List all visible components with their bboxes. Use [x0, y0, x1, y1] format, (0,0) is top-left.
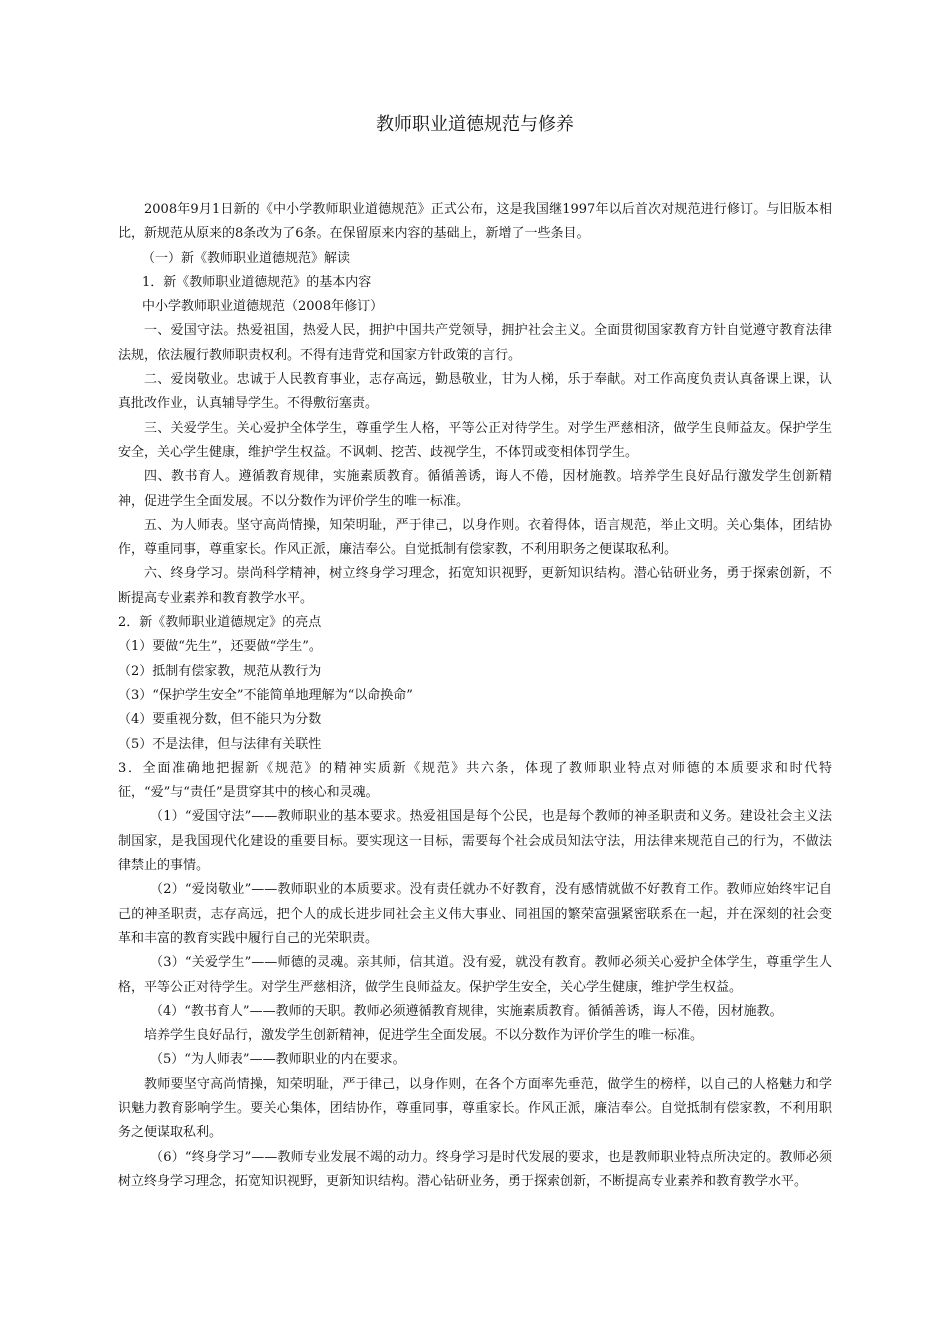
highlight-5: （5）不是法律，但与法律有关联性	[118, 736, 322, 752]
paragraph-intro: 2008年9月1日新的《中小学教师职业道德规范》正式公布，这是我国继1997年以后首次对规范进行修订。与旧版本相比，新规范从原来的8条改为了6条。在保留原来内容的基础上，新增了一些条目。	[118, 202, 832, 242]
essence-5: （5）“为人师表”——教师职业的内在要求。	[150, 1052, 406, 1068]
highlight-3: （3）“保护学生安全”不能简单地理解为“以命换命”	[118, 687, 413, 703]
essence-4: （4）“教书育人”——教师的天职。教师必须遵循教育规律，实施素质教育。循循善诱，诲人不倦，因材施教。	[150, 1003, 783, 1019]
essence-6: （6）“终身学习”——教师专业发展不竭的动力。终身学习是时代发展的要求，也是教师职业特点所决定的。教师必须树立终身学习理念，拓宽知识视野，更新知识结构。潜心钻研业务，勇于探索创新，不断提高专业素养和教育教学水平。	[118, 1149, 832, 1189]
document-title: 教师职业道德规范与修养	[376, 114, 574, 135]
highlight-2: （2）抵制有偿家教，规范从教行为	[118, 663, 322, 679]
section-heading-1: （一）新《教师职业道德规范》解读	[142, 250, 351, 266]
article-6: 六、终身学习。崇尚科学精神，树立终身学习理念，拓宽知识视野，更新知识结构。潜心钻研业务，勇于探索创新，不断提高专业素养和教育教学水平。	[118, 566, 832, 606]
essence-5-body: 教师要坚守高尚情操，知荣明耻，严于律己，以身作则，在各个方面率先垂范，做学生的榜样，以自己的人格魅力和学识魅力教育影响学生。要关心集体，团结协作，尊重同事，尊重家长。作风正派，廉洁奉公。自觉抵制有偿家教，不利用职务之便谋取私利。	[118, 1076, 832, 1141]
highlight-4: （4）要重视分数，但不能只为分数	[118, 712, 322, 728]
article-3: 三、关爱学生。关心爱护全体学生，尊重学生人格，平等公正对待学生。对学生严慈相济，做学生良师益友。保护学生安全，关心学生健康，维护学生权益。不讽刺、挖苦、歧视学生，不体罚或变相体罚学生。	[118, 420, 832, 460]
article-1: 一、爱国守法。热爱祖国，热爱人民，拥护中国共产党领导，拥护社会主义。全面贯彻国家教育方针自觉遵守教育法律法规，依法履行教师职责权利。不得有违背党和国家方针政策的言行。	[118, 323, 832, 363]
essence-4-continued: 培养学生良好品行，激发学生创新精神，促进学生全面发展。不以分数作为评价学生的唯一标准。	[144, 1028, 704, 1044]
article-5: 五、为人师表。坚守高尚情操，知荣明耻，严于律己，以身作则。衣着得体，语言规范，举止文明。关心集体，团结协作，尊重同事，尊重家长。作风正派，廉洁奉公。自觉抵制有偿家教，不利用职务之便谋取私利。	[118, 517, 832, 558]
subsection-heading-1: 1．新《教师职业道德规范》的基本内容	[142, 274, 372, 290]
subsection-heading-2: 2．新《教师职业道德规定》的亮点	[118, 615, 322, 631]
essence-2: （2）“爱岗敬业”——教师职业的本质要求。没有责任就办不好教育，没有感情就做不好教育工作。教师应始终牢记自己的神圣职责，志存高远，把个人的成长进步同社会主义伟大事业、同祖国的繁荣富强紧密联系在一起，并在深刻的社会变革和丰富的教育实践中履行自己的光荣职责。	[118, 882, 832, 946]
article-4: 四、教书育人。遵循教育规律，实施素质教育。循循善诱，诲人不倦，因材施教。培养学生良好品行激发学生创新精神，促进学生全面发展。不以分数作为评价学生的唯一标准。	[118, 469, 832, 509]
article-2: 二、爱岗敬业。忠诚于人民教育事业，志存高远，勤恳敬业，甘为人梯，乐于奉献。对工作高度负责认真备课上课，认真批改作业，认真辅导学生。不得敷衍塞责。	[118, 372, 832, 412]
subsection-heading-3: 3．全面准确地把握新《规范》的精神实质新《规范》共六条，体现了教师职业特点对师德的本质要求和时代特征，“爱”与“责任”是贯穿其中的核心和灵魂。	[118, 760, 832, 801]
highlight-1: （1）要做“先生”，还要做“学生”。	[118, 639, 322, 655]
essence-3: （3）“关爱学生”——师德的灵魂。亲其师，信其道。没有爱，就没有教育。教师必须关心爱护全体学生，尊重学生人格，平等公正对待学生。对学生严慈相济，做学生良师益友。保护学生安全，关心学生健康，维护学生权益。	[118, 955, 832, 995]
code-title: 中小学教师职业道德规范（2008年修订）	[142, 299, 384, 315]
essence-1: （1）“爱国守法”——教师职业的基本要求。热爱祖国是每个公民，也是每个教师的神圣职责和义务。建设社会主义法制国家，是我国现代化建设的重要目标。要实现这一目标，需要每个社会成员知法守法，用法律来规范自己的行为，不做法律禁止的事情。	[118, 809, 832, 874]
